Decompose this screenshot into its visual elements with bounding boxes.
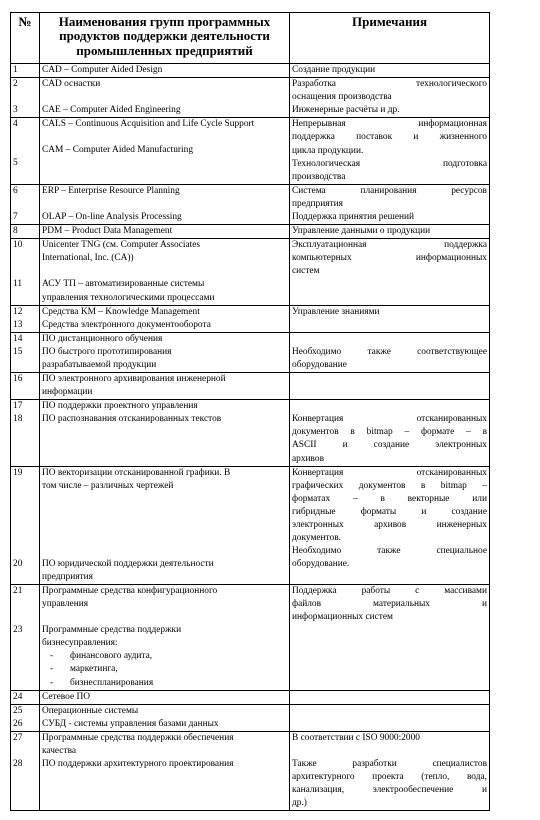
table-row [11,305,490,332]
header-number: № [11,13,40,64]
row-name: CAD оснастки CAE – Computer Aided Engineering [40,78,290,118]
row-number: 21 23 [11,585,40,691]
header-name: Наименования групп программных продуктов поддержки деятельности промышленных предприятий [40,13,290,64]
software-groups-table [10,12,490,811]
table-row [11,704,490,731]
table-row [11,64,490,78]
row-name: Программные средства поддержки обеспечения качества ПО поддержки архитектурного проектирования [40,731,290,810]
row-note [290,373,490,400]
row-name: Сетевое ПО [40,690,290,704]
row-note: Разработка технологического оснащения производства Инженерные расчёты и др. [290,78,490,118]
table-row [11,731,490,810]
row-name: CALS – Continuous Acquisition and Life Cycle Support CAM – Computer Aided Manufacturing [40,118,290,184]
business-support-list [42,650,287,689]
table-row [11,332,490,372]
row-name: Unicenter TNG (см. Computer Associates International, Inc. (CA)) АСУ ТП – автоматизированные системы управления технологическими процессами [40,239,290,305]
table-row [11,78,490,118]
row-name: ПО векторизации отсканированной графики. В том числе – различных чертежей ПО юридической поддержки деятельности предприятия [40,466,290,584]
row-number: 8 [11,225,40,239]
table-row [11,466,490,584]
table-row [11,184,490,224]
list-item: - бизнеспланирования [50,677,154,688]
row-name: PDM – Product Data Management [40,225,290,239]
table-row [11,239,490,305]
row-number: 19 20 [11,466,40,584]
document-page [10,12,489,820]
row-number: 14 15 [11,332,40,372]
row-name: ПО поддержки проектного управления ПО распознавания отсканированных текстов [40,400,290,466]
row-number: 24 [11,690,40,704]
table-row [11,225,490,239]
row-note: Поддержка работы с массивами файлов материальных и информационных систем [290,585,490,691]
row-number: 17 18 [11,400,40,466]
row-note: Эксплуатационная поддержка компьютерных информационных систем [290,239,490,305]
row-note: Необходимо также соответствующее оборудование [290,332,490,372]
table-row [11,118,490,184]
row-note [290,690,490,704]
row-note: Система планирования ресурсов предприятия Поддержка принятия решений [290,184,490,224]
row-note: Конвертация отсканированных графических документов в bitmap – форматах – в векторные или гибридные форматы и создание электронных архивов инженерных документов. Необходимо также специальное оборудование. [290,466,490,584]
table-row [11,373,490,400]
table-header-row [11,13,490,64]
row-name: ERP – Enterprise Resource Planning OLAP – On-line Analysis Processing [40,184,290,224]
table-row [11,690,490,704]
row-note: Управление данными о продукции [290,225,490,239]
table-row [11,585,490,691]
row-note [290,704,490,731]
row-name: Операционные системы СУБД - системы управления базами данных [40,704,290,731]
list-item: - финансового аудита, [50,651,153,662]
row-name: Программные средства конфигурационного управления Программные средства поддержки бизнесуправления: - финансового аудита, - маркетинга, - бизнеспланирования [40,585,290,691]
row-number: 25 26 [11,704,40,731]
row-number: 12 13 [11,305,40,332]
row-number: 16 [11,373,40,400]
row-number: 2 3 [11,78,40,118]
row-name: Средства KM – Knowledge Management Средства электронного документооборота [40,305,290,332]
row-number: 10 11 [11,239,40,305]
header-notes: Примечания [290,13,490,64]
row-note: В соответствии с ISO 9000:2000 Также разработки специалистов архитектурного проекта (тепло, вода, канализация, электрообеспечение и др.) [290,731,490,810]
row-note: Создание продукции [290,64,490,78]
row-name: ПО дистанционного обучения ПО быстрого прототипирования разрабатываемой продукции [40,332,290,372]
row-name: ПО электронного архивирования инженерной информации [40,373,290,400]
row-number: 27 28 [11,731,40,810]
row-number: 6 7 [11,184,40,224]
row-number: 1 [11,64,40,78]
row-note: Управление знаниями [290,305,490,332]
table-row [11,400,490,466]
list-item: - маркетинга, [50,664,118,675]
row-note: Конвертация отсканированных документов в bitmap – формате – в ASCII и создание электронных архивов [290,400,490,466]
row-number: 4 5 [11,118,40,184]
row-name: CAD – Computer Aided Design [40,64,290,78]
row-note: Непрерывная информационная поддержка поставок и жизненного цикла продукции. Технологическая подготовка производства [290,118,490,184]
